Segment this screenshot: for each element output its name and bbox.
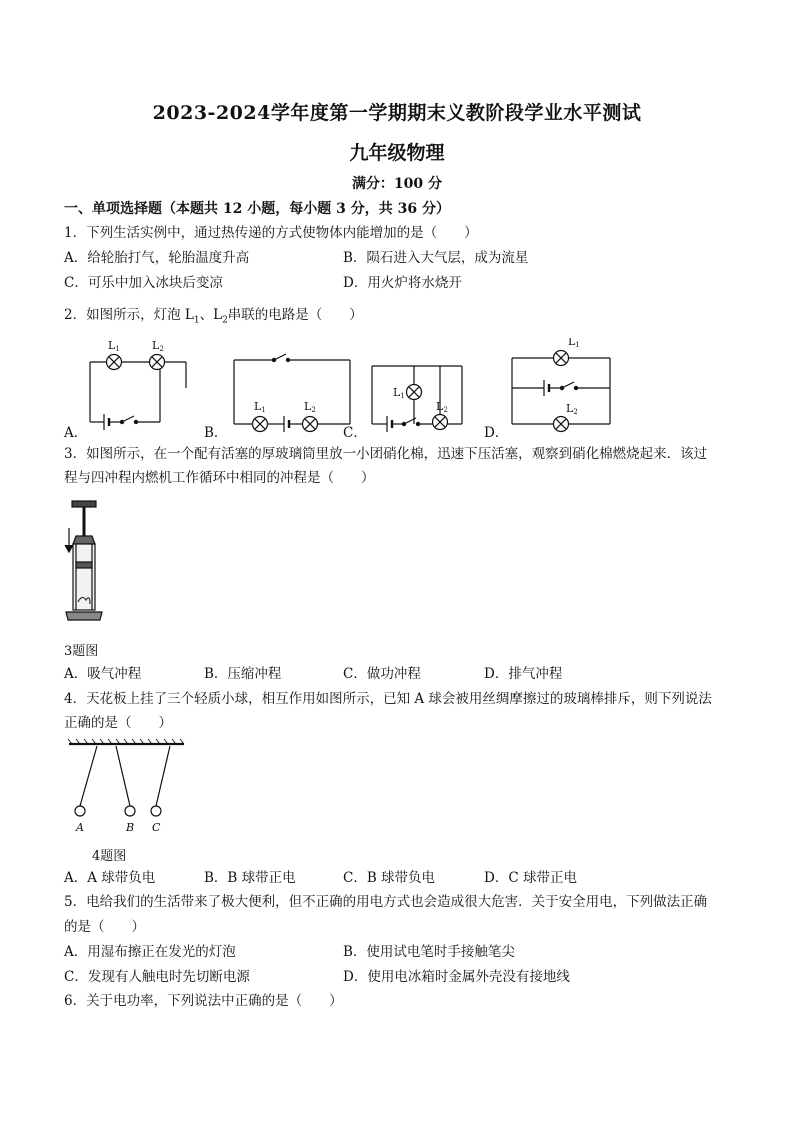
full-score: 满分：100 分 xyxy=(351,176,443,192)
question-4-stem-line2: 正确的是（ ） xyxy=(64,715,172,731)
q3-option-b: B．压缩冲程 xyxy=(204,666,282,682)
q4-option-b: B．B 球带正电 xyxy=(204,870,296,886)
q1-option-d: D．用火炉将水烧开 xyxy=(343,275,462,291)
ball-label-c: C xyxy=(152,821,161,834)
section-heading: 一、单项选择题（本题共 12 小题，每小题 3 分，共 36 分） xyxy=(64,201,450,217)
question-1-stem: 1．下列生活实例中，通过热传递的方式使物体内能增加的是（ ） xyxy=(64,225,478,241)
circuit-a xyxy=(90,362,186,430)
question-2-stem: 2．如图所示，灯泡 $L_1$、$L_2$串联的电路是（ ） xyxy=(64,307,363,326)
question-3-stem-line1: 3．如图所示，在一个配有活塞的厚玻璃筒里放一小团硝化棉，迅速下压活塞，观察到硝化棉燃烧起来．该过 xyxy=(64,446,708,462)
q4-option-d: D．C 球带正电 xyxy=(484,870,577,886)
hanging-balls-figure xyxy=(66,738,190,838)
q5-option-c: C．发现有人触电时先切断电源 xyxy=(64,969,250,985)
svg-text:L1: L1 xyxy=(254,400,266,414)
q3-option-c: C．做功冲程 xyxy=(343,666,421,682)
svg-text:L1: L1 xyxy=(393,386,405,400)
svg-text:L1: L1 xyxy=(108,339,120,353)
q5-option-b: B．使用试电笔时手接触笔尖 xyxy=(343,944,515,960)
svg-text:L2: L2 xyxy=(304,400,316,414)
svg-text:L2: L2 xyxy=(566,402,578,416)
q3-option-d: D．排气冲程 xyxy=(484,666,563,682)
q2-option-a: A． xyxy=(64,425,88,441)
svg-text:L2: L2 xyxy=(436,400,448,414)
question-5-stem-line2: 的是（ ） xyxy=(64,919,145,935)
q4-option-a: A．A 球带负电 xyxy=(64,870,156,886)
q4-figure-caption: 4题图 xyxy=(92,849,127,864)
exam-title: 2023-2024学年度第一学期期末义教阶段学业水平测试 xyxy=(152,102,642,124)
q2-option-d: D． xyxy=(484,425,509,441)
q1-option-a: A．给轮胎打气，轮胎温度升高 xyxy=(64,250,250,266)
question-6-stem: 6．关于电功率，下列说法中正确的是（ ） xyxy=(64,993,343,1009)
q1-option-b: B．陨石进入大气层，成为流星 xyxy=(343,250,529,266)
question-3-stem-line2: 程与四冲程内燃机工作循环中相同的冲程是（ ） xyxy=(64,470,375,486)
question-5-stem-line1: 5．电给我们的生活带来了极大便利，但不正确的用电方式也会造成很大危害．关于安全用电，下列做法正确 xyxy=(64,894,708,910)
q5-option-d: D．使用电冰箱时金属外壳没有接地线 xyxy=(343,969,570,985)
exam-subtitle: 九年级物理 xyxy=(349,142,445,164)
circuit-d xyxy=(512,358,610,424)
q3-figure-caption: 3题图 xyxy=(64,644,99,659)
circuit-b xyxy=(234,354,350,432)
q2-option-b: B． xyxy=(204,425,228,441)
ball-label-b: B xyxy=(126,821,135,834)
q3-option-a: A．吸气冲程 xyxy=(64,666,142,682)
piston-cylinder-figure xyxy=(62,498,106,626)
question-4-stem-line1: 4．天花板上挂了三个轻质小球，相互作用如图所示，已知 A 球会被用丝绸摩擦过的玻璃棒排斥，则下列说法 xyxy=(64,691,712,707)
svg-text:L1: L1 xyxy=(568,338,580,349)
q2-option-c: C． xyxy=(343,425,367,441)
ball-label-a: A xyxy=(76,821,84,834)
svg-text:L2: L2 xyxy=(152,339,164,353)
q5-option-a: A．用湿布擦正在发光的灯泡 xyxy=(64,944,236,960)
q1-option-c: C．可乐中加入冰块后变凉 xyxy=(64,275,223,291)
q4-option-c: C．B 球带负电 xyxy=(343,870,436,886)
